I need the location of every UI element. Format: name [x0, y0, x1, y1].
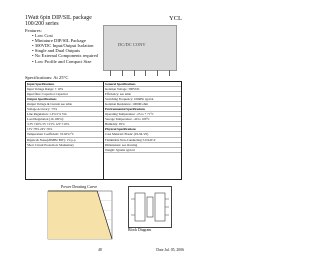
- feature-item: • No External Components required: [32, 53, 98, 59]
- spec-row: Temperature Coefficient: ±0.02%/°C: [26, 132, 103, 137]
- spec-section-header: Input Specifications: [26, 82, 103, 87]
- spec-row: 15V ±8% 24V ±6%: [26, 127, 103, 132]
- spec-row: Load Regulation (10-100%):: [26, 117, 103, 122]
- spec-row: Line Regulation: 1.2%/1% Vin: [26, 112, 103, 117]
- feature-item: • Single and Dual Outputs: [32, 48, 81, 54]
- title-line-1: 1Watt 6pin DIP/SIL package: [25, 15, 92, 21]
- spec-section-header: Environmental Specifications: [104, 107, 181, 112]
- spec-row: Ripple & Noise(20MHz BW): 1% p-p: [26, 138, 103, 143]
- feature-item: • Miniature DIP/SIL Package: [32, 38, 86, 44]
- module-label: DC/DC CONV: [118, 42, 146, 47]
- specs-left-column: [26, 82, 104, 179]
- spec-row: 3.3V ±20% 5V ±15% 12V ±10%: [26, 122, 103, 127]
- spec-section-header: Output Specifications: [26, 97, 103, 102]
- chart-title: Power Derating Curve: [61, 184, 97, 189]
- input-block: [135, 193, 145, 221]
- transformer-block: [147, 197, 153, 217]
- product-code: YCL: [169, 15, 182, 22]
- spec-row: Input filter: Capacitor Capacitor: [26, 92, 103, 97]
- spec-row: Flammable Non-Conducting: UL94V-0: [104, 138, 181, 143]
- page-number: 48: [98, 248, 102, 252]
- spec-row: Dimensions: see drawing: [104, 143, 181, 148]
- spec-row: Short Circuit Protection: Momentary: [26, 143, 103, 148]
- specs-right-column: [104, 82, 181, 179]
- block-diagram: [128, 186, 172, 228]
- feature-item: • 300VDC Input/Output Isolation: [32, 43, 94, 49]
- spec-section-header: General Specifications: [104, 82, 181, 87]
- spec-row: Output Voltage & Current see table: [26, 102, 103, 107]
- module-photo: [103, 25, 177, 71]
- spec-row: Efficiency: see table: [104, 92, 181, 97]
- features-list: [25, 28, 98, 64]
- feature-item: • Low Cost: [32, 33, 53, 39]
- chart-plot: [40, 189, 118, 245]
- chart-area: [48, 191, 112, 239]
- spec-row: Voltage Accuracy: ±5%: [26, 107, 103, 112]
- spec-row: Weight: 3grams typical: [104, 148, 181, 153]
- specifications-table: [25, 81, 182, 180]
- spec-row: Operating Temperature: -25 to + 71°C: [104, 112, 181, 117]
- footer-date: Date Jul. 05, 2006: [156, 248, 184, 252]
- module-pins: [110, 70, 170, 76]
- spec-row: Isolation Resistance: 1000M ohm: [104, 102, 181, 107]
- spec-row: Isolation Voltage: 300VDC: [104, 87, 181, 92]
- title-line-2: 100/200 series: [25, 21, 59, 28]
- derating-chart: [40, 184, 118, 244]
- spec-section-header: Physical Specifications: [104, 127, 181, 132]
- document-title: [25, 15, 92, 28]
- output-block: [155, 193, 165, 221]
- spec-row: Humidity: 95%: [104, 122, 181, 127]
- feature-item: • Low Profile and Compact Size: [32, 58, 92, 64]
- spec-row: Storage Temperature: -40 to 100°C: [104, 117, 181, 122]
- block-diagram-title: Block Diagram: [128, 228, 152, 232]
- specifications-heading: Specifications: At 25°C: [25, 75, 69, 80]
- spec-row: Switching Frequency: 100kHz typical: [104, 97, 181, 102]
- spec-row: Case Material: Plastic (UL94-V0): [104, 132, 181, 137]
- features-heading: Features:: [25, 28, 42, 33]
- spec-row: Input Voltage Range: ± 10%: [26, 87, 103, 92]
